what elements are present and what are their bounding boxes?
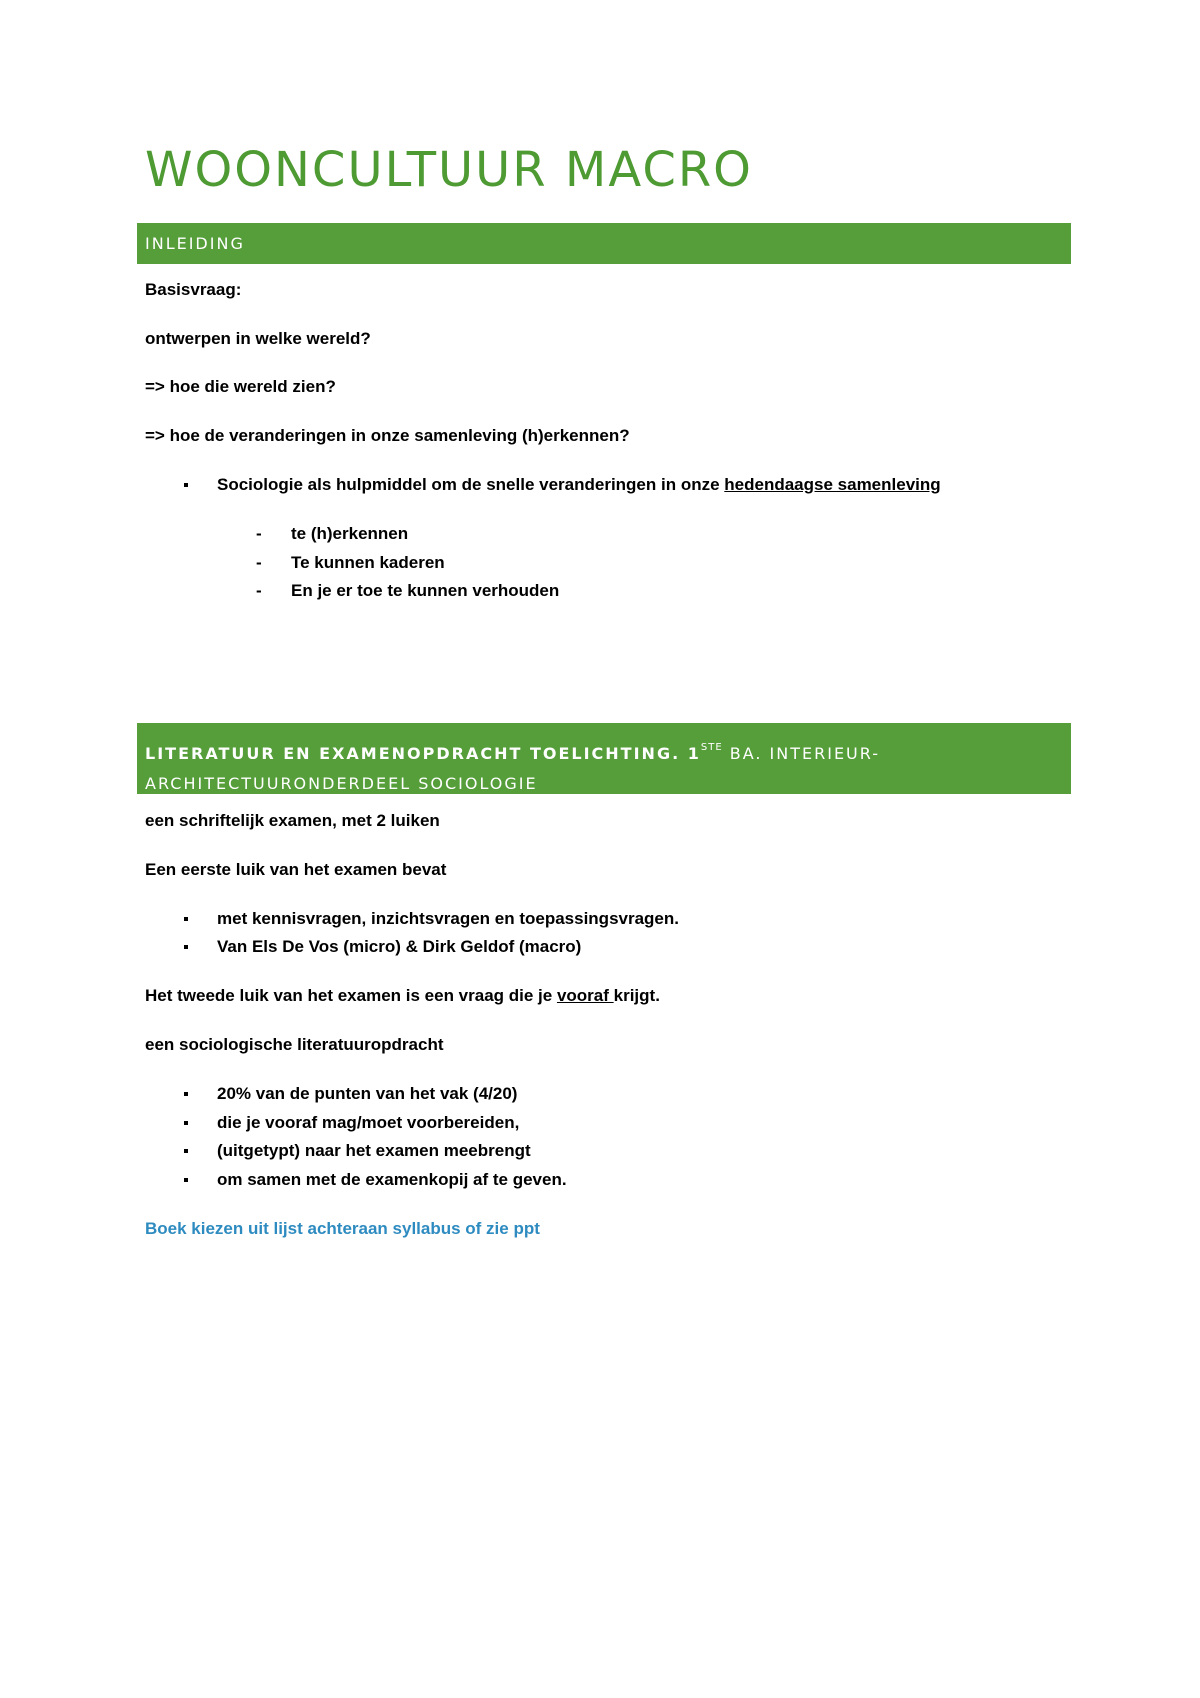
- dash-item: Te kunnen kaderen: [291, 553, 445, 572]
- dash-marker: -: [256, 581, 262, 600]
- dash-item: En je er toe te kunnen verhouden: [291, 581, 560, 600]
- bullet-marker: [184, 483, 188, 487]
- section-heading-text: INLEIDING: [145, 234, 245, 253]
- underlined-text: vooraf: [556, 986, 614, 1005]
- bullet-item: Van Els De Vos (micro) & Dirk Geldof (macro): [217, 937, 582, 956]
- text-segment: krijgt.: [613, 986, 660, 1005]
- section-heading-line2: ARCHITECTUURONDERDEEL SOCIOLOGIE: [145, 774, 538, 793]
- bullet-marker: [184, 1121, 188, 1125]
- bullet-item: [217, 474, 941, 496]
- bullet-item: om samen met de examenkopij af te geven.: [217, 1170, 567, 1189]
- section-heading-rest: BA. INTERIEUR-: [722, 744, 881, 763]
- bullet-marker: [184, 1178, 188, 1182]
- bullet-item: 20% van de punten van het vak (4/20): [217, 1084, 518, 1103]
- text-segment: Het tweede luik van het examen is een vraag die je: [145, 986, 557, 1005]
- text-line: Basisvraag:: [145, 280, 242, 299]
- bullet-marker: [184, 917, 188, 921]
- bullet-text: Sociologie als hulpmiddel om de snelle veranderingen in onze: [217, 475, 725, 494]
- bullet-item: (uitgetypt) naar het examen meebrengt: [217, 1141, 531, 1160]
- text-line: Een eerste luik van het examen bevat: [145, 860, 447, 879]
- bullet-item: met kennisvragen, inzichtsvragen en toepassingsvragen.: [217, 909, 679, 928]
- document-title: WOONCULTUUR MACRO: [145, 142, 753, 198]
- text-line: => hoe die wereld zien?: [145, 377, 336, 396]
- text-line: [145, 985, 660, 1007]
- section-heading-literatuur: [137, 723, 1071, 794]
- dash-marker: -: [256, 524, 262, 543]
- dash-marker: -: [256, 553, 262, 572]
- section-heading-sup: STE: [700, 742, 723, 753]
- book-choice-link[interactable]: Boek kiezen uit lijst achteraan syllabus of zie ppt: [145, 1219, 540, 1238]
- section-heading-bold: LITERATUUR EN EXAMENOPDRACHT TOELICHTING. 1: [145, 744, 701, 763]
- text-line: een schriftelijk examen, met 2 luiken: [145, 811, 440, 830]
- dash-item: te (h)erkennen: [291, 524, 409, 543]
- text-line: een sociologische literatuuropdracht: [145, 1035, 444, 1054]
- bullet-marker: [184, 945, 188, 949]
- bullet-marker: [184, 1092, 188, 1096]
- bullet-marker: [184, 1149, 188, 1153]
- text-line: => hoe de veranderingen in onze samenleving (h)erkennen?: [145, 426, 630, 445]
- section-heading-inleiding: [137, 223, 1071, 264]
- underlined-text: hedendaagse samenleving: [724, 475, 941, 494]
- bullet-item: die je vooraf mag/moet voorbereiden,: [217, 1113, 520, 1132]
- text-line: ontwerpen in welke wereld?: [145, 329, 371, 348]
